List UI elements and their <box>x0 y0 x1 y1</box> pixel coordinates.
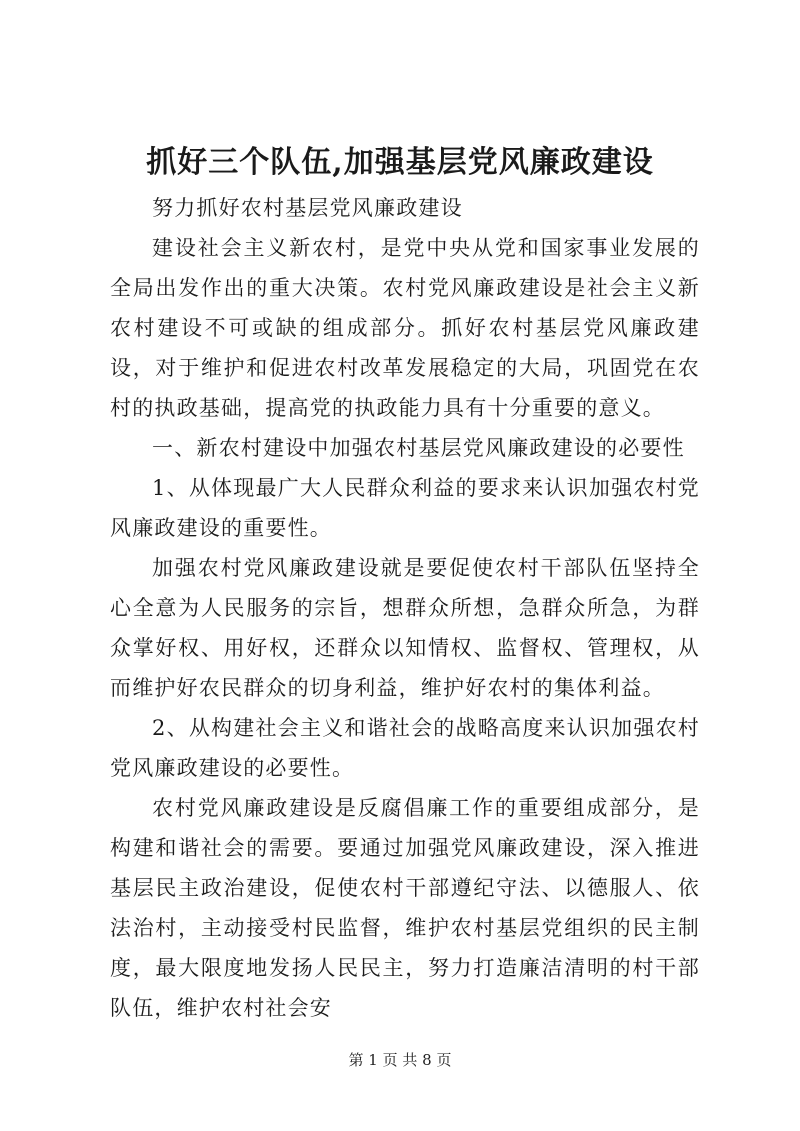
paragraph-body-2: 农村党风廉政建设是反腐倡廉工作的重要组成部分，是构建和谐社会的需要。要通过加强党风廉政建设，深入推进基层民主政治建设，促使农村干部遵纪守法、以德服人、依法治村，主动接受村民监督，维护农村基层党组织的民主制度，最大限度地发扬人民民主，努力打造廉洁清明的村干部队伍，维护农村社会安 <box>110 796 700 1020</box>
section-heading-1: 一、新农村建设中加强农村基层党风廉政建设的必要性 <box>152 436 685 460</box>
document-title: 抓好三个队伍,加强基层党风廉政建设 <box>146 145 654 180</box>
page-footer: 第 1 页 共 8 页 <box>348 1051 452 1069</box>
document-body <box>110 188 700 1028</box>
paragraph-subtitle: 努力抓好农村基层党风廉政建设 <box>152 196 463 220</box>
subsection-heading-1: 1、从体现最广大人民群众利益的要求来认识加强农村党风廉政建设的重要性。 <box>110 476 700 540</box>
subsection-heading-2: 2、从构建社会主义和谐社会的战略高度来认识加强农村党风廉政建设的必要性。 <box>110 716 700 780</box>
paragraph-intro: 建设社会主义新农村，是党中央从党和国家事业发展的全局出发作出的重大决策。农村党风廉政建设是社会主义新农村建设不可或缺的组成部分。抓好农村基层党风廉政建设，对于维护和促进农村改革发展稳定的大局，巩固党在农村的执政基础，提高党的执政能力具有十分重要的意义。 <box>110 236 700 420</box>
paragraph-body-1: 加强农村党风廉政建设就是要促使农村干部队伍坚持全心全意为人民服务的宗旨，想群众所想，急群众所急，为群众掌好权、用好权，还群众以知情权、监督权、管理权，从而维护好农民群众的切身利益，维护好农村的集体利益。 <box>110 556 700 700</box>
